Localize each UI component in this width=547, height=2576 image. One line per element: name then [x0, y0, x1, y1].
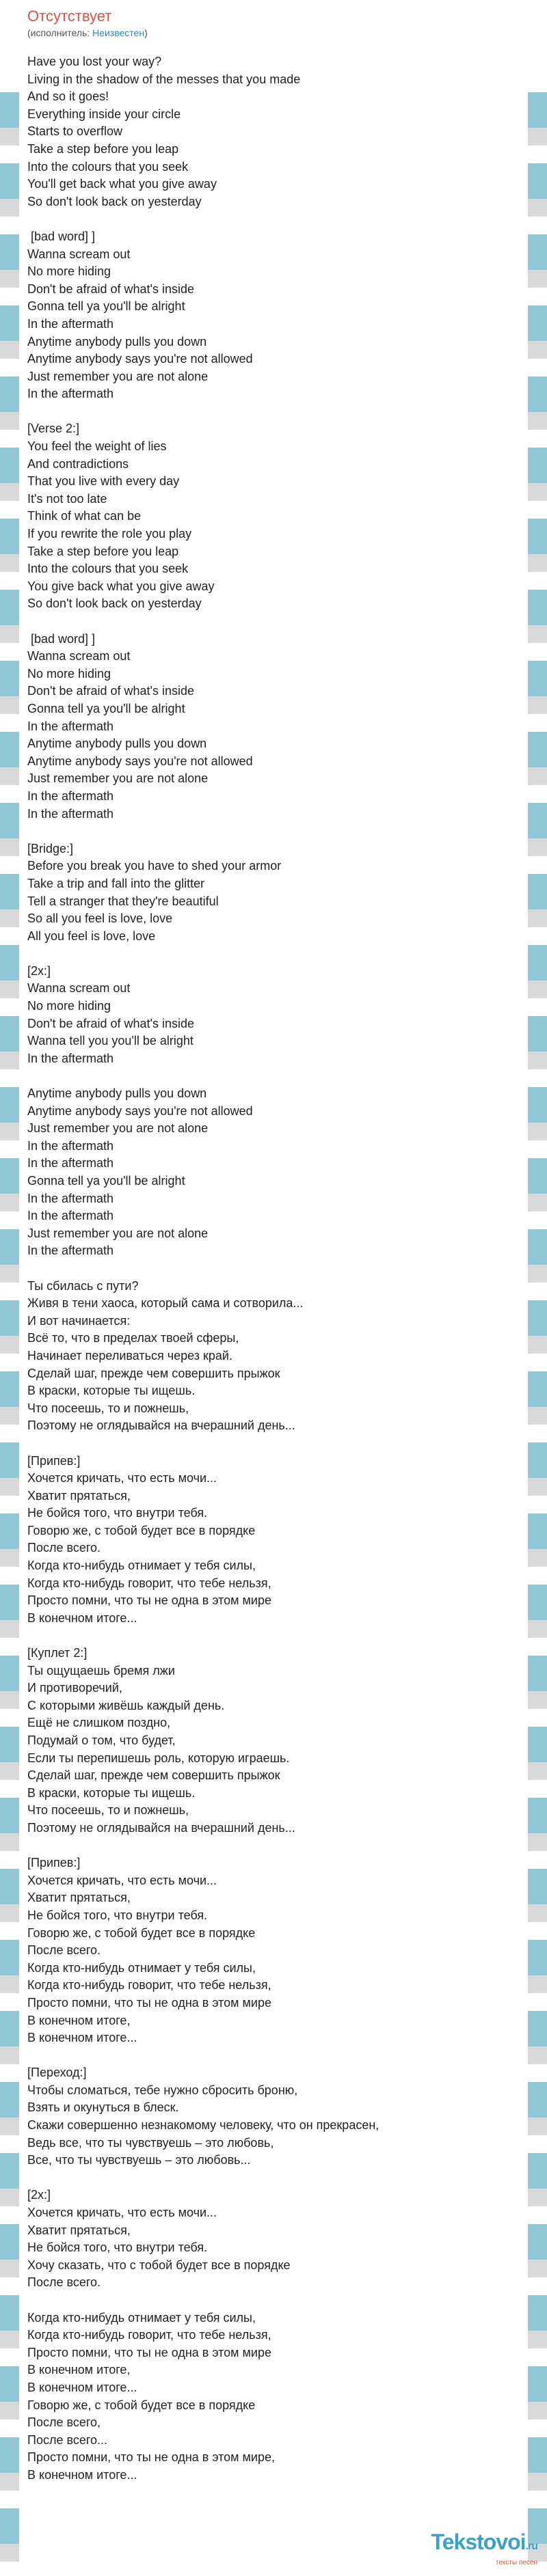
lyrics-stanza	[27, 420, 520, 613]
lyrics-line: Ведь все, что ты чувствуешь – это любовь,	[27, 2135, 274, 2150]
lyrics-line: Когда кто-нибудь отнимает у тебя силы,	[27, 1960, 256, 1975]
lyrics-line: In the aftermath	[27, 1209, 114, 1223]
lyrics-line: В конечном итоге...	[27, 2467, 137, 2482]
lyrics-line: If you rewrite the role you play	[27, 527, 192, 541]
lyrics-line: После всего,	[27, 2415, 101, 2430]
lyrics-line: И вот начинается:	[27, 1313, 131, 1328]
lyrics-stanza	[27, 2064, 520, 2169]
lyrics-line: Anytime anybody says you're not allowed	[27, 1104, 253, 1118]
lyrics-line: Take a trip and fall into the glitter	[27, 876, 205, 890]
lyrics-line: So all you feel is love, love	[27, 912, 173, 926]
lyrics-line: Хватит прятаться,	[27, 1488, 131, 1503]
lyrics-line: И противоречий,	[27, 1681, 122, 1695]
lyrics-line: Gonna tell ya you'll be alright	[27, 1174, 185, 1188]
lyrics-line: [Bridge:]	[27, 841, 74, 855]
lyrics-line: Anytime anybody pulls you down	[27, 737, 207, 751]
lyrics-line: In the aftermath	[27, 387, 114, 401]
lyrics-line: Gonna tell ya you'll be alright	[27, 299, 185, 314]
lyrics-line: После всего.	[27, 2275, 101, 2290]
lyrics-line: Anytime anybody pulls you down	[27, 334, 207, 348]
lyrics-line: Все, что ты чувствуешь – это любовь...	[27, 2153, 251, 2167]
lyrics-line: С которыми живёшь каждый день.	[27, 1698, 225, 1712]
lyrics-stanza	[27, 2310, 520, 2484]
lyrics-line: Just remember you are not alone	[27, 1226, 209, 1240]
artist-link[interactable]: Неизвестен	[92, 27, 145, 38]
lyrics-line: Into the colours that you seek	[27, 159, 189, 174]
lyrics-stanza	[27, 1085, 520, 1260]
lyrics-line: [bad word] ]	[27, 631, 96, 646]
lyrics-line: Think of what can be	[27, 509, 142, 523]
lyrics-line: It's not too late	[27, 491, 107, 506]
lyrics-stanza	[27, 1645, 520, 1837]
lyrics-line: [Переход:]	[27, 2066, 87, 2080]
lyrics-stanza	[27, 53, 520, 210]
lyrics-line: В краски, которые ты ищешь.	[27, 1384, 196, 1398]
page-content	[19, 0, 528, 2576]
logo-tld: .ru	[525, 2540, 537, 2552]
lyrics-line: In the aftermath	[27, 1244, 114, 1258]
lyrics-line: Before you break you have to shed your armor	[27, 859, 282, 873]
lyrics-line: Просто помни, что ты не одна в этом мире	[27, 1593, 272, 1608]
logo-wordmark	[414, 2530, 537, 2559]
lyrics-line: [bad word] ]	[27, 229, 96, 243]
lyrics-line: Когда кто-нибудь отнимает у тебя силы,	[27, 1559, 256, 1573]
lyrics-line: Скажи совершенно незнакомому человеку, что он прекрасен,	[27, 2118, 379, 2133]
lyrics-line: Начинает переливаться через край.	[27, 1348, 232, 1362]
song-title: Отсутствует	[27, 8, 112, 25]
artist-line	[27, 26, 520, 40]
lyrics-line: You give back what you give away	[27, 579, 215, 593]
lyrics-line: [Verse 2:]	[27, 422, 80, 436]
lyrics-line: Хочется кричать, что есть мочи...	[27, 2206, 217, 2220]
lyrics-line: Just remember you are not alone	[27, 1121, 209, 1136]
lyrics-line: In the aftermath	[27, 789, 114, 803]
lyrics-line: Хватит прятаться,	[27, 1891, 131, 1905]
lyrics-line: Если ты перепишешь роль, которую играешь.	[27, 1751, 290, 1765]
lyrics-line: In the aftermath	[27, 316, 114, 331]
lyrics-line: В конечном итоге...	[27, 1611, 137, 1625]
lyrics-line: Не бойся того, что внутри тебя.	[27, 2241, 208, 2255]
lyrics-line: Говорю же, с тобой будет все в порядке	[27, 1523, 256, 1537]
lyrics-line: Wanna scream out	[27, 247, 131, 261]
lyrics-line: So don't look back on yesterday	[27, 597, 202, 611]
song-header	[19, 0, 528, 40]
lyrics-body	[19, 40, 528, 2484]
lyrics-line: Не бойся того, что внутри тебя.	[27, 1506, 208, 1520]
lyrics-line: После всего.	[27, 1541, 101, 1555]
logo-tagline: тексты песен	[495, 2559, 537, 2566]
lyrics-line: Ты сбилась с пути?	[27, 1278, 139, 1293]
lyrics-line: Just remember you are not alone	[27, 771, 209, 786]
lyrics-line: Когда кто-нибудь говорит, что тебе нельзя,	[27, 1978, 271, 1992]
lyrics-line: Take a step before you leap	[27, 141, 179, 156]
lyrics-line: And so it goes!	[27, 90, 109, 104]
lyrics-line: Wanna tell you you'll be alright	[27, 1034, 194, 1048]
lyrics-line: Не бойся того, что внутри тебя.	[27, 1908, 208, 1922]
lyrics-line: Starts to overflow	[27, 124, 123, 139]
lyrics-stanza	[27, 1453, 520, 1628]
lyrics-line: Don't be afraid of what's inside	[27, 282, 195, 296]
lyrics-line: All you feel is love, love	[27, 929, 156, 943]
lyrics-line: Wanna scream out	[27, 649, 131, 663]
lyrics-line: Tell a stranger that they're beautiful	[27, 894, 219, 908]
lyrics-stanza	[27, 2187, 520, 2292]
lyrics-line: Wanna scream out	[27, 981, 131, 996]
lyrics-line: Gonna tell ya you'll be alright	[27, 701, 185, 715]
site-logo[interactable]	[414, 2530, 537, 2564]
lyrics-line: Don't be afraid of what's inside	[27, 1016, 195, 1030]
lyrics-line: No more hiding	[27, 999, 111, 1013]
lyrics-stanza	[27, 631, 520, 823]
lyrics-line: Anytime anybody says you're not allowed	[27, 754, 253, 768]
lyrics-line: Ты ощущаешь бремя лжи	[27, 1663, 175, 1677]
logo-main-text: Tekstovoi	[431, 2530, 526, 2554]
lyrics-line: Anytime anybody says you're not allowed	[27, 352, 253, 366]
lyrics-line: You feel the weight of lies	[27, 439, 167, 454]
lyrics-line: Просто помни, что ты не одна в этом мире,	[27, 2450, 276, 2465]
lyrics-stanza	[27, 228, 520, 403]
lyrics-line: Что посеешь, то и пожнешь,	[27, 1803, 189, 1818]
lyrics-line: In the aftermath	[27, 806, 114, 821]
lyrics-line: Говорю же, с тобой будет все в порядке	[27, 1926, 256, 1940]
lyrics-line: [2x:]	[27, 963, 51, 978]
lyrics-line: In the aftermath	[27, 1191, 114, 1205]
lyrics-stanza	[27, 840, 520, 946]
lyrics-line: Living in the shadow of the messes that you made	[27, 72, 301, 86]
lyrics-line: In the aftermath	[27, 1156, 114, 1170]
lyrics-line: Сделай шаг, прежде чем совершить прыжок	[27, 1366, 280, 1380]
lyrics-line: В конечном итоге,	[27, 2013, 131, 2027]
lyrics-line: Что посеешь, то и пожнешь,	[27, 1401, 189, 1415]
lyrics-line: Хватит прятаться,	[27, 2223, 131, 2237]
lyrics-line: Have you lost your way?	[27, 55, 162, 68]
lyrics-line: Хочется кричать, что есть мочи...	[27, 1873, 217, 1887]
lyrics-line: В краски, которые ты ищешь.	[27, 1785, 196, 1800]
lyrics-line: Чтобы сломаться, тебе нужно сбросить броню,	[27, 2083, 298, 2097]
lyrics-line: В конечном итоге...	[27, 2380, 137, 2394]
lyrics-line: Anytime anybody pulls you down	[27, 1086, 207, 1101]
lyrics-line: [Куплет 2:]	[27, 1646, 88, 1660]
lyrics-line: That you live with every day	[27, 474, 180, 489]
lyrics-line: And contradictions	[27, 456, 129, 471]
lyrics-line: Просто помни, что ты не одна в этом мире	[27, 1995, 272, 2010]
lyrics-line: В конечном итоге...	[27, 2031, 137, 2045]
lyrics-line: [Припев:]	[27, 1453, 81, 1468]
lyrics-line: No more hiding	[27, 264, 111, 279]
lyrics-line: Поэтому не оглядывайся на вчерашний день...	[27, 1820, 295, 1835]
lyrics-line: Into the colours that you seek	[27, 562, 189, 576]
lyrics-line: После всего...	[27, 2433, 108, 2447]
lyrics-stanza	[27, 1854, 520, 2047]
lyrics-line: Хочу сказать, что с тобой будет все в порядке	[27, 2258, 291, 2272]
lyrics-line: Поэтому не оглядывайся на вчерашний день...	[27, 1419, 295, 1433]
lyrics-line: Когда кто-нибудь говорит, что тебе нельзя,	[27, 1576, 271, 1590]
lyrics-line: You'll get back what you give away	[27, 177, 217, 191]
lyrics-line: Just remember you are not alone	[27, 369, 209, 383]
lyrics-line: [Припев:]	[27, 1856, 81, 1870]
lyrics-stanza	[27, 1278, 520, 1435]
lyrics-line: Когда кто-нибудь говорит, что тебе нельзя,	[27, 2328, 271, 2342]
lyrics-line: In the aftermath	[27, 719, 114, 733]
lyrics-line: Живя в тени хаоса, который сама и сотворила...	[27, 1296, 304, 1311]
lyrics-line: So don't look back on yesterday	[27, 194, 202, 208]
lyrics-line: Сделай шаг, прежде чем совершить прыжок	[27, 1768, 280, 1783]
lyrics-line: В конечном итоге,	[27, 2363, 131, 2377]
lyrics-stanza	[27, 963, 520, 1068]
artist-prefix: (исполнитель:	[27, 27, 93, 38]
lyrics-line: No more hiding	[27, 666, 111, 681]
lyrics-line: In the aftermath	[27, 1051, 114, 1065]
lyrics-line: Don't be afraid of what's inside	[27, 684, 195, 698]
lyrics-line: Просто помни, что ты не одна в этом мире	[27, 2345, 272, 2359]
lyrics-line: Everything inside your circle	[27, 107, 181, 121]
lyrics-line: Ещё не слишком поздно,	[27, 1716, 171, 1730]
lyrics-line: Когда кто-нибудь отнимает у тебя силы,	[27, 2310, 256, 2325]
lyrics-line: Всё то, что в пределах твоей сферы,	[27, 1331, 239, 1345]
lyrics-line: Подумай о том, что будет,	[27, 1734, 176, 1747]
lyrics-line: In the aftermath	[27, 1138, 114, 1153]
lyrics-line: Говорю же, с тобой будет все в порядке	[27, 2398, 256, 2412]
lyrics-line: Взять и окунуться в блеск.	[27, 2100, 179, 2115]
artist-suffix: )	[144, 27, 148, 38]
lyrics-line: После всего.	[27, 1943, 101, 1958]
lyrics-line: [2x:]	[27, 2188, 51, 2202]
lyrics-line: Take a step before you leap	[27, 544, 179, 558]
lyrics-line: Хочется кричать, что есть мочи...	[27, 1471, 217, 1485]
